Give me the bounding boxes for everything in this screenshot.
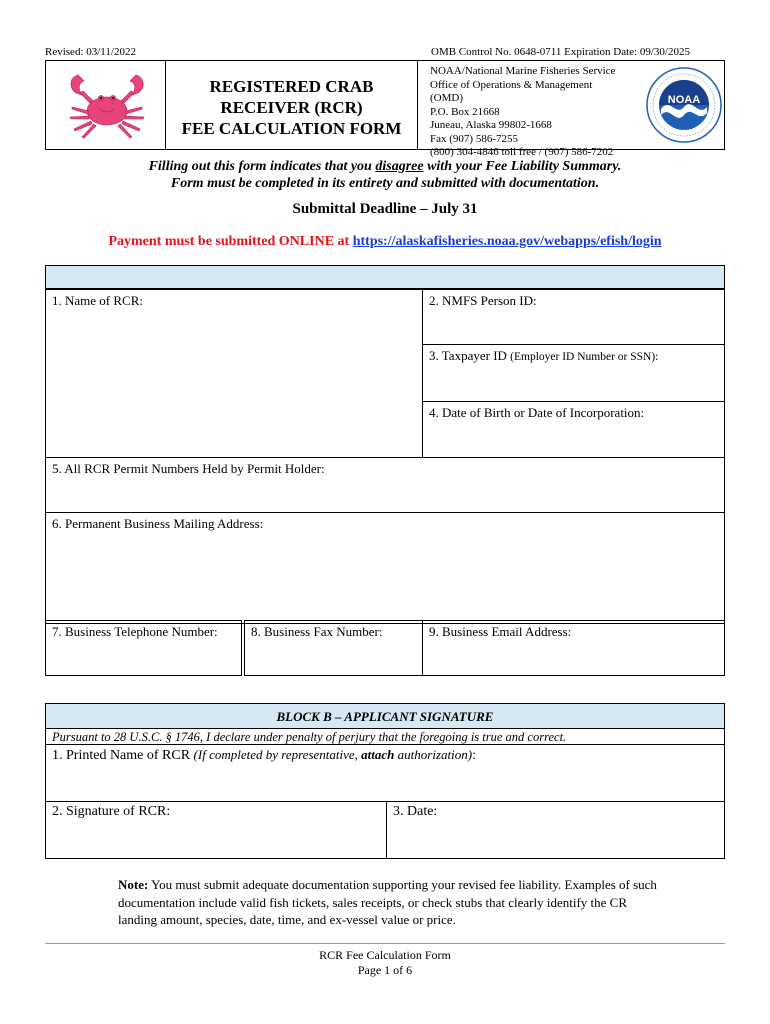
field-label: 3. Taxpayer ID [429, 348, 511, 363]
agency-line: (800) 304-4846 toll free / (907) 586-7202 [430, 146, 614, 158]
title-line: REGISTERED CRAB [209, 77, 374, 96]
taxpayer-id-field[interactable] [422, 344, 725, 402]
documentation-note [118, 876, 658, 929]
title-line: FEE CALCULATION FORM [181, 119, 402, 138]
intro-text: Filling out this form indicates that you [148, 159, 376, 174]
form-title [166, 61, 417, 139]
email-field[interactable] [422, 620, 725, 676]
payment-instructions [0, 234, 770, 250]
telephone-field[interactable] [45, 620, 242, 676]
note-label: Note: [118, 877, 149, 892]
fax-field[interactable] [244, 620, 423, 676]
footer-rule [45, 943, 725, 944]
agency-line: Fax (907) 586-7255 [430, 132, 518, 145]
nmfs-person-id-field[interactable] [422, 289, 725, 345]
date-of-birth-field[interactable] [422, 401, 725, 458]
noaa-logo-text: NOAA [667, 94, 701, 106]
note-text: (If completed by representative, [193, 747, 362, 762]
note-bold: attach [361, 747, 395, 762]
name-of-rcr-field[interactable] [45, 289, 423, 458]
header-title-cell [165, 61, 417, 150]
field-label-colon: : [472, 748, 476, 763]
agency-address [418, 61, 628, 160]
field-label: 1. Printed Name of RCR [52, 748, 194, 763]
note-text: authorization) [394, 747, 473, 762]
printed-name-field[interactable] [45, 744, 725, 802]
field-label: 4. Date of Birth or Date of Incorporation: [429, 405, 645, 420]
mailing-address-field[interactable] [45, 512, 725, 624]
payment-link[interactable]: https://alaskafisheries.noaa.gov/webapps/efish/login [352, 234, 662, 249]
agency-line: Juneau, Alaska 99802-1668 [430, 119, 552, 131]
intro-line-2: Form must be completed in its entirety and submitted with documentation. [170, 176, 600, 191]
field-label: 5. All RCR Permit Numbers Held by Permit Holder: [52, 461, 325, 476]
crab-icon [64, 71, 150, 141]
signature-field[interactable] [45, 801, 387, 859]
note-text: You must submit adequate documentation supporting your revised fee liability. Examples of such documentation include valid fish tickets, sales receipts, or check stubs that clearly identify the CR landing amount, species, date, time, and ex-vessel value or price. [118, 877, 657, 927]
revised-date: Revised: 03/11/2022 [45, 46, 136, 58]
field-label: 7. Business Telephone Number: [52, 624, 218, 639]
field-label: 6. Permanent Business Mailing Address: [52, 516, 264, 531]
agency-line: NOAA/National Marine Fisheries Service [430, 65, 616, 77]
title-line: RECEIVER (RCR) [220, 98, 363, 117]
intro-line-1 [0, 158, 770, 175]
field-label: 1. Name of RCR: [52, 293, 143, 308]
page-footer [0, 948, 770, 978]
field-label: 9. Business Email Address: [429, 624, 572, 639]
omb-control: OMB Control No. 0648-0711 Expiration Date: 09/30/2025 [431, 46, 690, 58]
submittal-deadline: Submittal Deadline – July 31 [292, 201, 478, 217]
field-label: 8. Business Fax Number: [251, 624, 383, 639]
payment-text: Payment must be submitted ONLINE at [108, 234, 353, 249]
agency-line: Office of Operations & Management (OMD) [430, 78, 593, 104]
field-label: 2. Signature of RCR: [52, 804, 171, 819]
field-label: 3. Date: [393, 804, 438, 819]
field-label: 2. NMFS Person ID: [429, 293, 537, 308]
footer-page-number: Page 1 of 6 [357, 963, 413, 977]
date-field[interactable] [386, 801, 725, 859]
field-label-note [194, 747, 473, 762]
block-b-header: BLOCK B – APPLICANT SIGNATURE [45, 703, 725, 729]
footer-form-name: RCR Fee Calculation Form [319, 948, 451, 962]
field-label-note: (Employer ID Number or SSN): [510, 351, 659, 363]
intro-underlined: disagree [375, 159, 424, 174]
agency-line: P.O. Box 21668 [430, 105, 500, 118]
perjury-declaration: Pursuant to 28 U.S.C. § 1746, I declare under penalty of perjury that the foregoing is true and correct. [45, 729, 725, 745]
permit-numbers-field[interactable] [45, 457, 725, 513]
block-a-header [45, 265, 725, 289]
noaa-logo-icon [646, 67, 722, 143]
intro-text: with your Fee Liability Summary. [423, 159, 622, 174]
